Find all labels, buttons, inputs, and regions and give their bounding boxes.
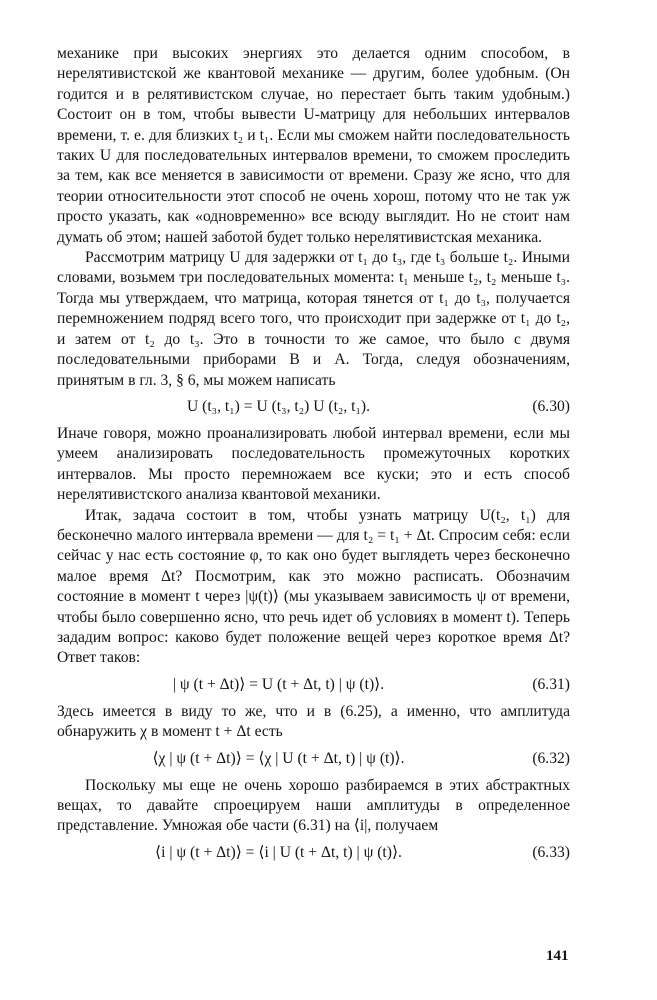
equation-expression: U (t₃, t₁) = U (t₃, t₂) U (t₂, t₁).: [186, 397, 371, 415]
paragraph-2: Рассмотрим матрицу U для задержки от t₁ до t₃, где t₃ больше t₂. Иными словами, возьмем три последовательных момента: t₁ меньше t₂, t₂ меньше t₃. Тогда мы утверждаем, что матрица, которая тянется от t₁ до t₃, получается перемножением подряд всего того, что происходит при задержке от t₁ до t₂, и затем от t₂ до t₃. Это в точности то же самое, что было с двумя последовательными приборами B и A. Тогда, следуя обозначениям, принятым в гл. 3, § 6, мы можем написать: [57, 249, 570, 389]
paragraph-6: Поскольку мы еще не очень хорошо разбираемся в этих абстрактных вещах, то давайте спроецируем наши амплитуды в определенное представление. Умножая обе части (6.31) на ⟨i|, получаем: [57, 776, 570, 835]
paragraph-1: механике при высоких энергиях это делается одним способом, в нерелятивистской же квантовой механике — другим, более удобным. (Он годится и в релятивистском случае, но перестает быть таким удобным.) Состоит он в том, чтобы вывести U-матрицу для небольших интервалов времени, т. е. для близких t₂ и t₁. Если мы сможем найти последовательность таких U для последовательных интервалов времени, то сможем проследить за тем, как все меняется в зависимости от времени. Сразу же ясно, что для теории относительности этот способ не очень хорош, потому что не так уж просто указать, как «одновременно» все всюду выглядит. Но не стоит нам думать об этом; нашей заботой будет только нерелятивистская механика.: [57, 45, 570, 246]
equation-number: (6.30): [532, 397, 570, 415]
paragraph-4: Итак, задача состоит в том, чтобы узнать матрицу U(t₂, t₁) для бесконечно малого интервала времени — для t₂ = t₁ + Δt. Спросим себя: если сейчас у нас есть состояние φ, то как оно будет выглядеть через бесконечно малое время Δt? Посмотрим, как это можно расписать. Обозначим состояние в момент t через |ψ(t)⟩ (мы указываем зависимость ψ от времени, чтобы было совершенно ясно, что речь идет об условиях в момент t). Теперь зададим вопрос: каково будет положение вещей через короткое время Δt? Ответ таков:: [57, 506, 570, 667]
equation-expression: ⟨i | ψ (t + Δt)⟩ = ⟨i | U (t + Δt, t) | ψ (t)⟩.: [155, 843, 402, 861]
equation-6-32: [57, 746, 570, 773]
paragraph-5: Здесь имеется в виду то же, что и в (6.25), а именно, что амплитуда обнаружить χ в момент t + Δt есть: [57, 702, 570, 741]
equation-number: (6.33): [532, 843, 570, 861]
equation-6-30: [57, 394, 570, 421]
equation-expression: | ψ (t + Δt)⟩ = U (t + Δt, t) | ψ (t)⟩.: [172, 675, 385, 693]
equation-6-33: [57, 840, 570, 867]
page-number: 141: [546, 948, 569, 964]
paragraph-3: Иначе говоря, можно проанализировать любой интервал времени, если мы умеем анализировать последовательность промежуточных коротких интервалов. Мы просто перемножаем все куски; это и есть способ нерелятивистского анализа квантовой механики.: [57, 424, 570, 504]
page-body: [57, 44, 570, 870]
equation-number: (6.31): [532, 675, 570, 693]
equation-expression: ⟨χ | ψ (t + Δt)⟩ = ⟨χ | U (t + Δt, t) | ψ (t)⟩.: [152, 749, 405, 767]
equation-6-31: [57, 672, 570, 699]
equation-number: (6.32): [532, 749, 570, 767]
